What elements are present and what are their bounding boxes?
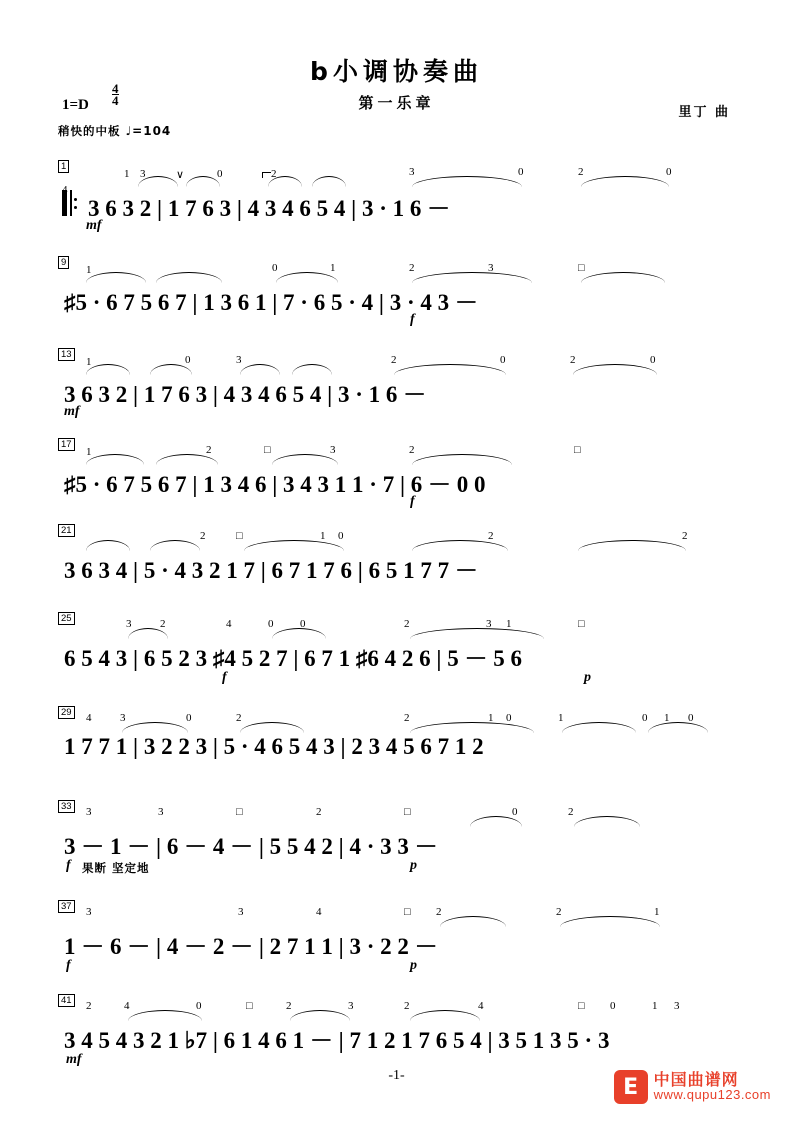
bracket-mark: [262, 172, 271, 178]
slur: [272, 454, 338, 465]
fingering-marks: 2: [409, 444, 415, 456]
measure-number: 41: [58, 994, 75, 1007]
note-row: 6 5 4 3 | 6 5 2 3 ♯4 5 2 7 | 6 7 1 ♯6 4 2 6 | 5 － 5 6: [64, 646, 522, 671]
note-row: 3 － 1 － | 6 － 4 － | 5 5 4 2 | 4 · 3 3 －: [64, 834, 438, 859]
dynamic-mark: f: [410, 312, 415, 327]
fingering-marks: 1: [664, 712, 670, 724]
tempo-value: ♩=104: [125, 124, 172, 138]
fingering-marks: 2: [391, 354, 397, 366]
fingering-marks: 0: [666, 166, 672, 178]
slur: [412, 272, 532, 283]
slur: [410, 722, 534, 733]
fingering-marks: 2: [206, 444, 212, 456]
measure-number: 17: [58, 438, 75, 451]
fingering-marks: 2: [682, 530, 688, 542]
fingering-marks: 2: [488, 530, 494, 542]
fingering-marks: 1: [330, 262, 336, 274]
fingering-marks: 2: [286, 1000, 292, 1012]
slur: [290, 1010, 350, 1021]
fingering-marks: 2: [404, 712, 410, 724]
fingering-marks: 1: [654, 906, 660, 918]
fingering-marks: 1: [488, 712, 494, 724]
fingering-marks: 1: [558, 712, 564, 724]
slur: [86, 540, 130, 551]
fingering-marks: 2: [578, 166, 584, 178]
slur: [581, 176, 669, 187]
watermark-site-name: 中国曲谱网: [653, 1070, 739, 1089]
fingering-marks: 3: [86, 906, 92, 918]
fingering-marks: 2: [556, 906, 562, 918]
fingering-marks: 1: [124, 168, 130, 180]
fingering-marks: 0: [650, 354, 656, 366]
fingering-marks: 3: [488, 262, 494, 274]
fingering-marks: 3: [674, 1000, 680, 1012]
fingering-marks: 3: [158, 806, 164, 818]
fingering-marks: 2: [86, 1000, 92, 1012]
fingering-marks: 1: [86, 356, 92, 368]
measure-number: 9: [58, 256, 69, 269]
note-row: 1 7 7 1 | 3 2 2 3 | 5 · 4 6 5 4 3 | 2 3 4 5 6 7 1 2: [64, 734, 484, 759]
fingering-marks: 2: [160, 618, 166, 630]
fingering-marks: 2: [236, 712, 242, 724]
slur: [562, 722, 636, 733]
watermark-text: [654, 1072, 771, 1102]
fingering-marks: 1: [320, 530, 326, 542]
fingering-marks: 0: [512, 806, 518, 818]
fingering-marks: 3: [330, 444, 336, 456]
fingering-marks: 3: [409, 166, 415, 178]
slur: [240, 364, 280, 375]
fingering-marks: □: [236, 806, 243, 818]
fingering-marks: 0: [268, 618, 274, 630]
slur: [412, 454, 512, 465]
note-row: 3 6 3 2 | 1 7 6 3 | 4 3 4 6 5 4 | 3 · 1 6 －: [64, 382, 427, 407]
fingering-marks: 4: [226, 618, 232, 630]
fingering-marks: □: [578, 262, 585, 274]
slur: [410, 1010, 480, 1021]
slur: [648, 722, 708, 733]
slur: [240, 722, 304, 733]
slur: [122, 722, 188, 733]
measure-number: 1: [58, 160, 69, 173]
dynamic-mark-p: p: [410, 858, 417, 873]
fingering-marks: 4: [86, 712, 92, 724]
page-title: b小调协奏曲: [310, 57, 483, 86]
slur: [581, 272, 665, 283]
measure-number: 37: [58, 900, 75, 913]
fingering-marks: 0: [506, 712, 512, 724]
measure-number: 25: [58, 612, 75, 625]
slur: [573, 364, 657, 375]
slur: [312, 176, 346, 187]
fingering-marks: □: [578, 618, 585, 630]
slur: [272, 628, 326, 639]
watermark-site-url: www.qupu123.com: [653, 1087, 771, 1102]
fingering-marks: 0: [272, 262, 278, 274]
dynamic-mark: mf: [64, 404, 80, 419]
measure-number: 33: [58, 800, 75, 813]
fingering-marks: □: [404, 806, 411, 818]
note-row: ♯5 · 6 7 5 6 7 | 1 3 6 1 | 7 · 6 5 · 4 | 3 · 4 3 －: [64, 290, 478, 315]
slur: [412, 176, 522, 187]
expression-marking: 果断 坚定地: [82, 861, 150, 875]
fingering-marks: ∨: [176, 169, 185, 181]
slur: [86, 454, 144, 465]
fingering-marks: 1: [86, 446, 92, 458]
measure-number: 21: [58, 524, 75, 537]
slur: [86, 364, 130, 375]
dynamic-mark: mf: [86, 218, 102, 233]
fingering-marks: 2: [436, 906, 442, 918]
fingering-marks: 0: [518, 166, 524, 178]
slur: [410, 628, 544, 639]
slur: [156, 272, 222, 283]
fingering-marks: □: [264, 444, 271, 456]
slur: [186, 176, 220, 187]
measure-number: 13: [58, 348, 75, 361]
fingering-marks: 2: [271, 168, 277, 180]
slur: [560, 916, 660, 927]
fingering-marks: 4: [316, 906, 322, 918]
repeat-start-barline: [62, 190, 76, 216]
note-row: ♯5 · 6 7 5 6 7 | 1 3 4 6 | 3 4 3 1 1 · 7 | 6 － 0 0: [64, 472, 486, 497]
slur: [394, 364, 506, 375]
fingering-marks: 0: [196, 1000, 202, 1012]
slur: [292, 364, 332, 375]
fingering-marks: 3: [140, 168, 146, 180]
dynamic-mark: f: [410, 494, 415, 509]
fingering-marks: □: [246, 1000, 253, 1012]
fingering-marks: 3: [486, 618, 492, 630]
tempo-marking: [58, 123, 171, 139]
slur: [150, 540, 200, 551]
fingering-marks: 1: [652, 1000, 658, 1012]
dynamic-mark: mf: [66, 1052, 82, 1067]
slur: [244, 540, 344, 551]
fingering-marks: 2: [568, 806, 574, 818]
fingering-marks: 2: [404, 618, 410, 630]
fingering-marks: 0: [338, 530, 344, 542]
slur: [128, 1010, 202, 1021]
watermark-logo-icon: E: [614, 1070, 648, 1104]
dynamic-mark-p: p: [584, 670, 591, 685]
measure-number: 29: [58, 706, 75, 719]
fingering-marks: 2: [316, 806, 322, 818]
fingering-marks: 2: [200, 530, 206, 542]
slur: [268, 176, 302, 187]
fingering-marks: □: [574, 444, 581, 456]
fingering-marks: 0: [688, 712, 694, 724]
dynamic-mark-p: p: [410, 958, 417, 973]
slur: [440, 916, 506, 927]
dynamic-mark-f: f: [66, 858, 71, 873]
slur: [86, 272, 146, 283]
fingering-marks: 1: [86, 264, 92, 276]
fingering-marks: 0: [300, 618, 306, 630]
time-signature-denominator: 4: [112, 93, 119, 108]
fingering-marks: □: [236, 530, 243, 542]
time-signature: [112, 83, 119, 106]
note-row: 3 6 3 2 | 1 7 6 3 | 4 3 4 6 5 4 | 3 · 1 6 －: [88, 196, 451, 221]
fingering-marks: 3: [120, 712, 126, 724]
fingering-marks: 3: [86, 806, 92, 818]
key-signature: 1=D: [62, 97, 89, 113]
fingering-marks: 4: [478, 1000, 484, 1012]
slur: [578, 540, 686, 551]
fingering-marks: 2: [409, 262, 415, 274]
fingering-marks: 3: [236, 354, 242, 366]
fingering-marks: 3: [238, 906, 244, 918]
slur: [276, 272, 338, 283]
tempo-text: 稍快的中板: [58, 124, 121, 138]
fingering-marks: 2: [404, 1000, 410, 1012]
fingering-marks: 3: [126, 618, 132, 630]
fingering-marks: □: [578, 1000, 585, 1012]
note-row: 3 4 5 4 3 2 1 ♭7 | 6 1 4 6 1 － | 7 1 2 1 7 6 5 4 | 3 5 1 3 5 · 3: [64, 1028, 610, 1053]
note-row: 1 － 6 － | 4 － 2 － | 2 7 1 1 | 3 · 2 2 －: [64, 934, 438, 959]
fingering-marks: 0: [217, 168, 223, 180]
dynamic-mark-f: f: [222, 670, 227, 685]
fingering-marks: 0: [642, 712, 648, 724]
fingering-marks: 3: [348, 1000, 354, 1012]
fingering-marks: 0: [610, 1000, 616, 1012]
page-subtitle: 第一乐章: [358, 94, 435, 112]
slur: [574, 816, 640, 827]
page-number: -1-: [388, 1068, 405, 1083]
dynamic-mark-f: f: [66, 958, 71, 973]
fingering-marks: 4: [124, 1000, 130, 1012]
composer-credit: 里丁 曲: [678, 105, 730, 120]
fingering-marks: □: [404, 906, 411, 918]
watermark: [614, 1070, 771, 1104]
fingering-marks: 0: [185, 354, 191, 366]
fingering-marks: 1: [506, 618, 512, 630]
fingering-marks: 0: [186, 712, 192, 724]
note-row: 3 6 3 4 | 5 · 4 3 2 1 7 | 6 7 1 7 6 | 6 5 1 7 7 －: [64, 558, 478, 583]
time-signature-numerator: 4: [112, 81, 119, 96]
fingering-marks: 0: [500, 354, 506, 366]
fingering-marks: 2: [570, 354, 576, 366]
slur: [412, 540, 508, 551]
